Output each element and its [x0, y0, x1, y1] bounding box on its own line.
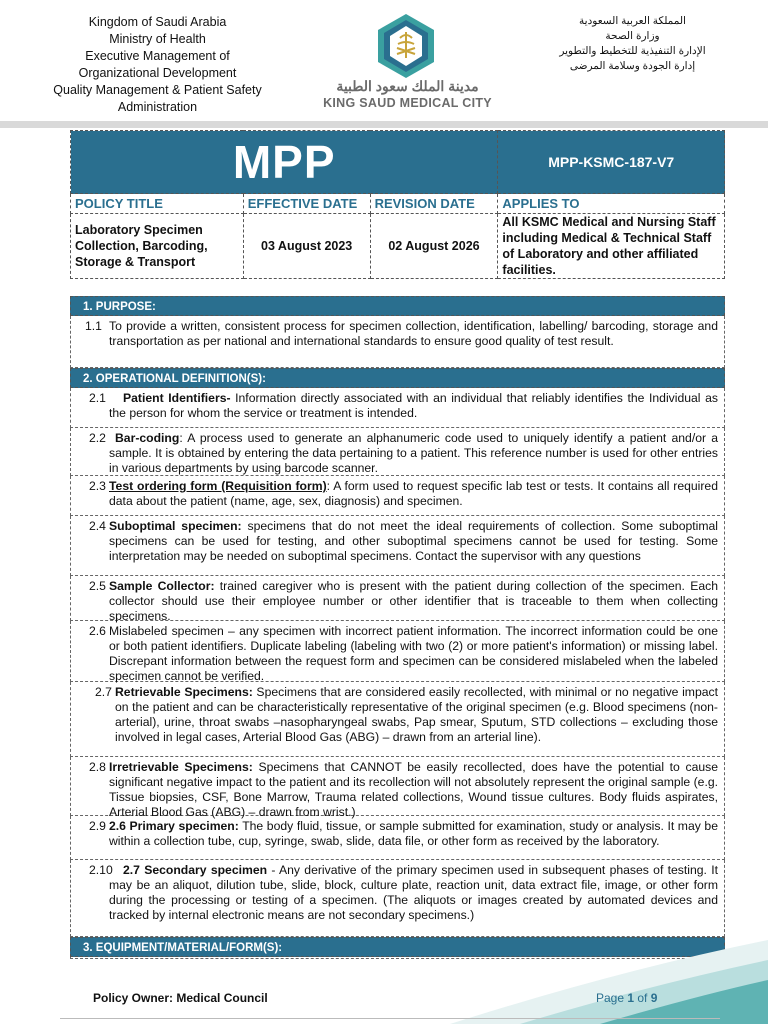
page-indicator — [596, 991, 657, 1005]
definition-text: Information directly associated with an individual that reliably identifies the Individual as the person for whom the service or treatment is intended. — [109, 391, 718, 420]
header-right-line: الإدارة التنفيذية للتخطيط والتطوير — [559, 45, 706, 57]
footer-wave-decoration — [0, 930, 768, 1024]
header-left-line: Kingdom of Saudi Arabia — [88, 15, 227, 29]
definition-item — [70, 388, 725, 428]
section-purpose-bar — [70, 296, 725, 316]
item-number: 2.5 — [89, 579, 106, 593]
mpp-heading: MPP — [71, 131, 498, 194]
item-number: 2.2 — [89, 431, 106, 445]
definition-text: - Any derivative of the primary specimen used in subsequent phases of testing. It may be an aliquot, dilution tube, slide, block, culture plate, reaction unit, data extract file, image, or other form during the processing or testing of a specimen. (The aliquots or images created by automated devices and tracked by internal electronic means are not secondary specimens.) — [109, 863, 718, 922]
item-text — [115, 685, 718, 745]
definition-item — [70, 757, 725, 819]
definition-term: Retrievable Specimens: — [115, 685, 253, 699]
definition-text: Specimens that CANNOT be easily recollected, does have the potential to cause significant negative impact to the patient and its recollection will not absolutely represent the original sample (e.g. Tissue biopsies, CSF, Bone Marrow, Trauma related collections, Wound tissue cultures. Body fluids aspirates, Arterial Blood Gas (ABG) – drawn from wrist.) — [109, 760, 718, 819]
policy-title-table — [70, 130, 725, 279]
item-number: 2.8 — [89, 760, 106, 774]
item-text — [109, 819, 718, 849]
item-number: 2.7 — [95, 685, 112, 699]
page-word: Page — [596, 991, 628, 1005]
header-right-line: وزارة الصحة — [605, 30, 660, 42]
header-right-block — [520, 14, 745, 74]
definition-term: 2.7 Secondary specimen — [123, 863, 268, 877]
definition-text: : A form used to request specific lab test or tests. It contains all required data about the patient (name, age, sex, diagnosis) and specimen. — [109, 479, 718, 508]
definition-item — [70, 516, 725, 576]
item-number: 2.10 — [89, 863, 113, 877]
header-effective-date: EFFECTIVE DATE — [243, 194, 370, 214]
section-title: 3. EQUIPMENT/MATERIAL/FORM(S): — [70, 937, 725, 957]
header-right-line: إدارة الجودة وسلامة المرضى — [569, 60, 696, 72]
item-text: Mislabeled specimen – any specimen with incorrect patient information. The incorrect information could be one or both patient identifiers. Duplicate labeling (labeling with two (2) or more patient's information) or missing label. Discrepant information between the request form and specimen can be considered mislabeled when the labeled specimen cannot be verified. — [109, 624, 718, 683]
definition-term: Test ordering form (Requisition form) — [109, 479, 327, 493]
header-left-line: Organizational Development — [78, 66, 237, 80]
header-divider — [0, 121, 768, 128]
ksmc-logo-icon — [372, 12, 440, 80]
policy-owner: Policy Owner: Medical Council — [93, 991, 268, 1005]
item-text — [109, 391, 718, 421]
definition-text: trained caregiver who is present with the patient during collection of the specimen. Each collector should use their employee number or other identifier that is traceable to them when collecting specimens. — [109, 579, 718, 623]
definition-term: Suboptimal specimen: — [109, 519, 242, 533]
header-left-line: Ministry of Health — [109, 32, 206, 46]
footer-divider — [60, 1018, 720, 1019]
definition-term: 2.6 Primary specimen: — [109, 819, 239, 833]
logo-arabic-name: مدينة الملك سعود الطبية — [336, 78, 479, 94]
definition-term: Patient Identifiers- — [123, 391, 231, 405]
item-number: 2.9 — [89, 819, 106, 833]
header-left-line: Administration — [117, 100, 198, 114]
header-left-block — [25, 14, 290, 116]
item-number: 2.4 — [89, 519, 106, 533]
header-right-line: المملكة العربية السعودية — [579, 15, 686, 27]
definition-term: Bar-coding — [115, 431, 180, 445]
purpose-item — [70, 316, 725, 368]
page-of: of — [634, 991, 651, 1005]
item-number: 1.1 — [85, 319, 102, 333]
revision-date-value: 02 August 2026 — [370, 214, 498, 279]
header-revision-date: REVISION DATE — [370, 194, 498, 214]
definition-text: specimens that do not meet the ideal requirements of collection. Some suboptimal specimens can be used for testing, and other suboptimal specimens cannot be used for testing. Some interpretation may be needed on suboptimal specimens. Contact the supervisor with any questions — [109, 519, 718, 563]
item-number: 2.3 — [89, 479, 106, 493]
definition-text: : A process used to generate an alphanumeric code used to uniquely identify a patient and/or a sample. It is obtained by entering the data pertaining to a patient. This reference number is used for other entries in various departments by using barcode scanner. — [109, 431, 718, 475]
definition-text: Specimens that are considered easily recollected, with minimal or no negative impact on the patient and can be characteristically representative of the original specimen (e.g. Blood specimens (non-arterial), urine, throat swabs –nasopharyngeal swabs, Pap smear, Sputum, STD collections – excluding those involved in legal cases, Arterial Blood Gas (ABG) – drawn from an arterial line). — [115, 685, 718, 744]
definition-item — [70, 428, 725, 476]
item-text — [109, 479, 718, 509]
section-title: 2. OPERATIONAL DEFINITION(S): — [70, 368, 725, 388]
section-title: 1. PURPOSE: — [70, 296, 725, 316]
page-current: 1 — [627, 991, 635, 1005]
item-number: 2.1 — [89, 391, 106, 405]
definition-item — [70, 476, 725, 516]
header-policy-title: POLICY TITLE — [71, 194, 244, 214]
section-definitions-bar — [70, 368, 725, 388]
item-text — [109, 431, 718, 476]
header-left-line: Executive Management of — [85, 49, 230, 63]
definition-term: Sample Collector: — [109, 579, 215, 593]
document-code: MPP-KSMC-187-V7 — [498, 131, 725, 194]
header-left-line: Quality Management & Patient Safety — [53, 83, 262, 97]
item-text: To provide a written, consistent process for specimen collection, identification, labelling/ barcoding, storage and transportation as per national and international standards to ensure good quality of test result. — [109, 319, 718, 348]
item-number: 2.6 — [89, 624, 106, 638]
definition-item — [70, 621, 725, 682]
definition-text: The body fluid, tissue, or sample submitted for examination, study or analysis. It may be within a collection tube, cup, syringe, swab, slide, data file, or other form as received by the laboratory. — [109, 819, 718, 848]
definition-item — [70, 860, 725, 937]
item-text — [109, 579, 718, 624]
item-text — [109, 863, 718, 923]
definition-item — [70, 576, 725, 621]
logo-english-name: KING SAUD MEDICAL CITY — [323, 96, 492, 110]
definition-item — [70, 816, 725, 860]
page-total: 9 — [650, 991, 658, 1005]
effective-date-value: 03 August 2023 — [243, 214, 370, 279]
definition-item — [70, 682, 725, 757]
header-applies-to: APPLIES TO — [498, 194, 725, 214]
item-text — [109, 760, 718, 820]
item-text — [109, 519, 718, 564]
applies-to-value: All KSMC Medical and Nursing Staff including Medical & Technical Staff of Laboratory and other affiliated facilities. — [498, 214, 725, 279]
definition-term: Irretrievable Specimens: — [109, 760, 253, 774]
policy-title-value: Laboratory Specimen Collection, Barcoding, Storage & Transport — [71, 214, 244, 279]
